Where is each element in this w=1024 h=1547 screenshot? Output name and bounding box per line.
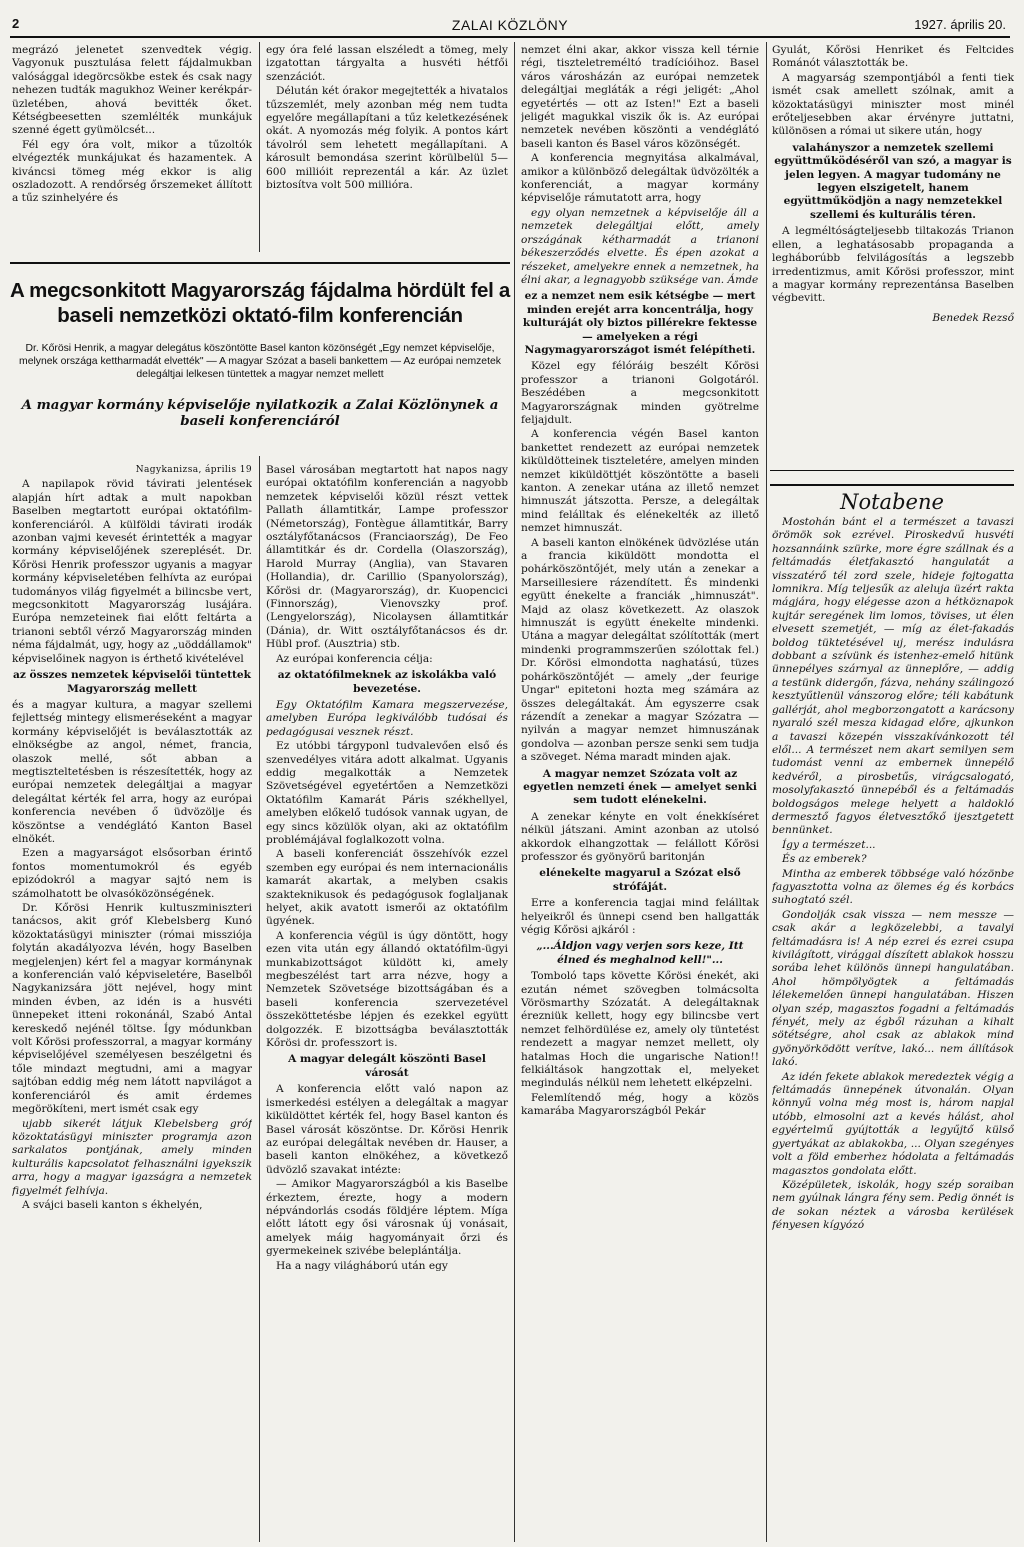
lead-paragraph: Dr. Kőrösi Henrik, a magyar delegátus köszöntötte Basel kanton közönségét „Egy nemzet képviselője, melynek országa kettharmadát elvették" — A magyar Szózat a baseli bankettem — Az európai nemzetek delegáltjai lelkesen tüntettek a magyar nemzet mellett (19, 343, 501, 380)
column-2-bottom (266, 464, 508, 1542)
article-paragraph: A konferencia megnyitása alkalmával, amikor a különböző delegáltak üdvözölték a konferenciát, a magyar kormány képviselője rámutatott arra, hogy (521, 152, 759, 205)
article-italic-paragraph: egy olyan nemzetnek a képviselője áll a nemzetek delegáltjai előtt, amely országának kétharmadát a trianoni békeszerződés elvette. És épen azokat a részeket, amelyekre ennek a nemzetnek, ha élni akar, a legnagyobb szüksége van. Ámde (521, 206, 759, 286)
article-italic-paragraph: Egy Oktatófilm Kamara megszervezése, amelyben Európa legkiválóbb tudósai és pedagógusai vesznek részt. (266, 698, 508, 738)
notabene-title: Notabene (770, 484, 1014, 514)
article-highlight: A magyar nemzet Szózata volt az egyetlen nemzeti ének — amelyet senki sem tudott elénekelni. (523, 767, 757, 807)
article-paragraph: Gyulát, Kőrösi Henriket és Feltcides Románót választották be. (772, 44, 1014, 70)
article-highlight: az oktatófilmeknek az iskolákba való bevezetése. (277, 669, 497, 695)
article-paragraph: A baseli kanton elnökének üdvözlése után a francia kiküldött mondotta el pohárköszöntőjét, mely után a zenekar a Marseillesiere rázendített. És mindenki együtt énekelte a franciák „himnuszát". Majd az olasz következett. Az olaszok himnuszát is együtt énekelte mindenki. Utána a magyar delegáltat szólították (mert mindenki programmszerűen szólottak fel.) Dr. Kőrösi elmondotta naghatású, tüzes pohárköszöntőjét — amely „der feurige Ungar" epitetoni hozta meg számára az összes delegáltakát. Ám egyszerre csak rázendít a zenekar a magyar Szózatra — nyilván a magyar nemzet himnuszának gondolva — azonban persze senki sem tudja a szöveget. Néma maradt minden ajak. (521, 536, 759, 764)
feuilleton-paragraph: Így a természet... (782, 838, 876, 851)
feuilleton-paragraph: Középületek, iskolák, hogy szép soraiban nem gyúlnak lángra fény sem. Pedig önnét is de sokan néztek a városba kerülések fényesen kígyózó (772, 1178, 1014, 1232)
column-rule (259, 456, 260, 1542)
article-paragraph: A magyarság szempontjából a fenti tiek ismét csak amellett szólnak, amit a közoktatásügyi miniszter most minél erőteljesebben akar érvényre juttatni, különösen a római ut sikere után, hogy (772, 71, 1014, 138)
article-highlight: az összes nemzetek képviselői tüntettek Magyarország mellett (12, 669, 251, 695)
article-paragraph: A legméltóságteljesebb tiltakozás Trianon ellen, a leghatásosabb propaganda a legháborúbb felvilágosítás a legszebb irredentizmus, amit Kőrösi professzor, mint a magyar kormány reprezentánsa Baselben végbevitt. (772, 225, 1014, 305)
feuilleton-paragraph: Mostohán bánt el a természet a tavaszi örömök sok ezrével. Piroskedvű husvéti hozsannáink szürke, more égre szállnak és a feltámadás életfakasztó hangulatát a visszatérő tél zord szele, hideje fojtogatta lomnikra. Míg teljesűk az aleluja üzért rakta mágjára, hogy elégesse azon a hétköznapok kujtár seregének lim lomos, tövises, ut élen elvesett szemetjét, — míg az élet-fakadás boldog tüktetésével uj, merész indulásra dobbant a szívünk és istenhez-emelő hitünk ünnepélyes szárnyal az ünneplőre, — addig a testünk didergőn, fázva, nehány szálingozó kesztyűtlenül vánszorog előre; téli kabátunk gallérját, ahol megborzongatott a karácsony nyaraló szél mesza kidagad előre, ajkunkon a tavaszi közepén visszakívánkozott tél elől... A természet nem akart semilyen sem tudomást venni az embernek ünnepélő kedvéről, a pirosbetűs, virágcsalogató, mosolyfakasztó ünnepéből és a feltámadás boldogságos melege helyett a haldokló dermesztő fagyos életvesztőkő ijesztgetett bennünket. (772, 516, 1014, 837)
article-paragraph: nemzet élni akar, akkor vissza kell térnie régi, tiszteletreméltó tradícióihoz. Basel város városházán az európai nemzetek delegáltjai megláták a régi jeligét: „Ahol egyetértés — ott az Isten!" Ezt a baseli jeligét magukkal viszik ők is. Az európai nemzetek nevében köszönti a vendéglátó baseli kanton és Basel város közönségét. (521, 44, 759, 150)
column-3 (521, 44, 759, 1542)
article-paragraph: Ha a nagy világháború után egy (276, 1259, 448, 1272)
article-paragraph: A zenekar kényte en volt énekkíséret nélkül játszani. Amint azonban az utolsó akkordok elhangzottak — felállott Kőrösi professzor és gyönyörű baritonján (521, 810, 759, 863)
article-paragraph: A konferencia végén Basel kanton bankettet rendezett az európai nemzetek kiküldötteinek tiszteletére, amelyen minden nemzet kiküldöttjét köszöntötte a baseli kanton. A zenekar utána az illető nemzet himnuszát játszotta. Persze, a delegáltak mind felálltak és elénekelték az illető nemzet himnuszát. (521, 428, 759, 535)
page-header (10, 14, 1010, 38)
article-paragraph: egy óra felé lassan elszéledt a tömeg, mely izgatottan tárgyalta a husvéti hétfői szenzációt. (266, 44, 508, 83)
article-paragraph: megrázó jelenetet szenvedtek végig. Vagyonuk pusztulása felett fájdalmukban valósággal idegörcsökbe estek és csak nagy nehezen tudták magukhoz Weiner kerékpár-üzletében, ahová bevitték őket. Kétségbeesetten szemlélték munkájuk szenné égett gyümölcsét... (12, 44, 252, 137)
article-paragraph: Közel egy félóráig beszélt Kőrösi professzor a trianoni Golgotáról. Beszédében a megcsonkitott Magyarországnak minden gyötrelme feljajdult. (521, 360, 759, 426)
issue-date: 1927. április 20. (914, 17, 1006, 32)
article-paragraph: Erre a konferencia tagjai mind felálltak helyeikről és ünnepi csend ben hallgatták végig Kőrösi ajkáról : (521, 897, 759, 936)
article-paragraph: A baseli konferenciát összehívók ezzel szemben egy európai és nem internacionális kamarát akartak, a melyben csakis szakteknikusok és pedagógusok foglaljanak helyet, akik avatott ismerői az oktatófilm ügyének. (266, 848, 508, 928)
main-headline: A megcsonkitott Magyarország fájdalma hördült fel a baseli nemzetközi oktató-film konferencián (10, 279, 510, 327)
article-paragraph: Basel városában megtartott hat napos nagy európai oktatófilm konferencián a nagyobb nemzetek képviselői közül részt vettek Pallath államtitkár, Lampe professzor (Németország), Fontègue államtitkár, Barry osztályfőtanácsos (Franciaország), De Feo államtitkár és dr. Cordella (Olaszország), Harold Murray (Anglia), van Stavaren (Hollandia), dr. Carillio (Spanyolország), Kőrösi dr. (Magyarország), dr. Kuopencici (Finnország), Vienovszky prof. (Lengyelország), Nicolaysen államtitkár (Dánia), dr. Witt osztályfőtanácsos és dr. Hübl prof. (Ausztria) stb. (266, 464, 508, 651)
column-4-top (772, 44, 1014, 466)
article-highlight: elénekelte magyarul a Szózat első strófáját. (539, 867, 741, 893)
column-2-top (266, 44, 508, 254)
section-subheading: A magyar delegált köszönti Basel városát (288, 1053, 486, 1079)
column-rule (514, 42, 515, 1542)
column-4-notabene (772, 516, 1014, 1542)
subheadline: A magyar kormány képviselője nyilatkozik a Zalai Közlönynek a baseli konferenciáról (21, 397, 499, 429)
column-1-top (12, 44, 252, 254)
article-highlight: valahányszor a nemzetek szellemi együttműködéséről van szó, a magyar is jelen legyen. A magyar tudomány ne legyen elszigetelt, hanem együttműködjön a nagy nemzetekkel szellemi és kulturális téren. (774, 141, 1012, 221)
article-paragraph: Fél egy óra volt, mikor a tűzoltók elvégezték munkájukat és hazamentek. A kiváncsi tömeg még ekkor is alig oszladozott. A rendőrség őrszemeket állított a tűz szinhelyére és (12, 138, 252, 205)
article-paragraph: Ez utóbbi tárgyponl tudvalevően első és szenvedélyes vitára adott alkalmat. Ugyanis eddig megalkották a Nemzetek Szövetségével egyetértően a Nemzetközi Oktatófilm Kamarát Páris székhellyel, amelyben előkelő tudósok vannak ugyan, de egy sincs közülök olyan, aki az oktatófilm problémájával foglalkozott volna. (266, 740, 508, 846)
author-signature: Benedek Rezső (932, 311, 1014, 324)
page-number: 2 (12, 16, 20, 31)
article-paragraph: és a magyar kultura, a magyar szellemi fejlettség mintegy elismeréseként a magyar kormány képviselőjét is beválasztották az elnökségbe az angol, német, francia, olaszok mellé, sőt abban a megtiszteltetésben is részesítették, hogy az európai nemzetek delegáltjai a magyar delegáltat kérték fel arra, hogy az európai konferencia nevében ő üdvözölje és köszöntse a vendéglátó Kanton Basel elnökét. (12, 698, 252, 845)
headline-rule (10, 262, 510, 264)
article-highlight: ez a nemzet nem esik kétségbe — mert minden erejét arra koncentrálja, hogy kulturáját oly biztos pillérekre fektesse — amelyeken a régi Nagymagyarországot ismét felépítheti. (522, 290, 758, 356)
article-paragraph: Ezen a magyarságot elsősorban érintő fontos momentumokról és egyéb epizódokról a magyar sajtó nem is számolhatott be olvasóközönségének. (12, 847, 252, 900)
column-1-bottom (12, 464, 252, 1542)
feuilleton-paragraph: Gondolják csak vissza — nem messze — csak akár a legközelebbi, a tavalyi feltámadásra is! A nép ezrei és ezrei csupa kivilágított, virággal díszített ablakok hosszu sorába lehet különös ünnepi hangulatában. Ahol hömpölyögtek a feltámadás lélekemelően ünnepi hangulatában. Hiszen olyan szép, magasztos fogadni a feltámadás fényét, mely az égből rázuhan a kihalt sötétségre, ahol csak az ablakok mind gyönyörködött verítve, lakó... nem állítások lakó. (772, 908, 1014, 1069)
paper-name: ZALAI KÖZLÖNY (451, 17, 569, 33)
column-rule (259, 42, 260, 252)
feuilleton-paragraph: Mintha az emberek többsége való hózönbe fagyasztotta volna az ölemes ég és korbács suhogtató szél. (772, 867, 1014, 907)
article-paragraph: Dr. Kőrösi Henrik kultuszminiszteri tanácsos, akit gróf Klebelsberg Kunó közoktatásügyi miniszter (római missziója folytán akadályozva lévén, hogy Baselben megjelenjen) kért fel a magyar kormánynak a konferencián való képviseletére, Baselből Nagykanizsára jött nejével, hogy mint minden évben, az idén is a husvéti ünnepeket itteni rokonánál, Szabó Antal kereskedő nejénél töltse. Így módunkban volt Kőrösi professzorral, a magyar kormány képviselőjével személyesen beszélgetni és tőle mindazt megtudni, ami a magyar sajtóban eddig még nem látott napvilágot a konferenciáról és amit érdemes megörökíteni, mert ismét csak egy (12, 902, 252, 1116)
article-paragraph: Délután két órakor megejtették a hivatalos tűzszemlét, mely azonban még nem tudta egyelőre megállapítani a tűz keletkezésének okát. A nyomozás még folyik. A pontos kárt távolról sem lehetett megállapítani. A károsult bemondása szerint körülbelül 5—600 millióit reprezentál a kár. Az üzlet biztosítva volt 500 millióra. (266, 85, 508, 192)
article-paragraph: A napilapok rövid távirati jelentések alapján hírt adtak a mult napokban Baselben megtartott európai oktatófilm-konferenciáról. A külföldi távirati irodák azonban vajmi kevesét érintették a magyar kormány képviselőjének szereplését. Dr. Kőrösi Henrik professzor ugyanis a magyar kormány képviseletében felhívta az európai tudományos világ figyelmét a bilincsbe vert, megcsonkitott Magyarország lusájára. Európa nemzeteinek fiai előtt feltárta a trianoni sebtől vérző Magyarország minden néma fájdalmát, ugy, hogy az „uöddállamok" képviselőinek nagyon is érthető kivételével (12, 478, 252, 665)
article-paragraph: Az európai konferencia célja: (276, 652, 433, 665)
feuilleton-paragraph: Az idén fekete ablakok meredeztek végig a feltámadás ünnepének útvonalán. Olyan könnyű volna még most is, három napjal utóbb, elmosolni azt a kevés hálást, ahol egyértelmű gyújtották a legyűjtő külső gyertyákat az ablakokba, ... Olyan szegényes volt a föld emberhez hódolata a feltámadás magasztos gondolata előtt. (772, 1070, 1014, 1177)
article-italic-paragraph: ujabb sikerét látjuk Klebelsberg gróf közoktatásügyi miniszter programja azon sarkalatos pontjának, amely minden kulturális kapcsolatot felhasználni igyekszik arra, hogy a magyar igazságra a nemzetek figyelmét felhívja. (12, 1117, 252, 1197)
feuilleton-paragraph: És az emberek? (782, 853, 867, 866)
headline-block (10, 278, 510, 429)
article-paragraph: A konferencia előtt való napon az ismerkedési estélyen a delegáltak a magyar kiküldöttet kérték fel, hogy Basel kanton és Basel városát köszöntse. Dr. Kőrösi Henrik az európai delegáltak nevében dr. Hauser, a baseli kanton elnökéhez, a következő üdvözlő szavakat intézte: (266, 1083, 508, 1176)
article-paragraph: A konferencia végül is úgy döntött, hogy ezen vita után egy állandó oktatófilm-ügyi munkabizottságot küldött ki, amely megbeszélést tart arra nézve, hogy a Nemzetek Szövetsége bizottságában és a baseli konferencia szervezetével összeköttetésbe lépjen és ezekkel együtt dolgozzék. E bizottságba beválasztották Kőrösi dr. professzort is. (266, 929, 508, 1050)
section-rule (770, 470, 1014, 471)
article-paragraph: Felemlítendő még, hogy a közös kamarába Magyarországból Pekár (521, 1091, 759, 1118)
article-paragraph: A svájci baseli kanton s ékhelyén, (22, 1198, 203, 1211)
article-paragraph: — Amikor Magyarországból a kis Baselbe érkeztem, érezte, hogy a modern népvándorlás csodás földjére léptem. Míga előtt látott egy ősi városnak új vonásait, amelyek máig hagyományait őrzi és gyermekeinek szivébe beleplántálja. (266, 1178, 508, 1258)
quoted-verse: „...Áldjon vagy verjen sors keze, Itt élned és meghalnod kell!"... (536, 940, 744, 966)
dateline: Nagykanizsa, április 19 (135, 465, 252, 475)
column-rule (766, 42, 767, 1542)
article-paragraph: Tomboló taps követte Kőrösi énekét, aki ezután német szövegben tolmácsolta Vörösmarthy Szózatát. A delegáltaknak érezniük kellett, hogy egy bilincsbe vert nemzet felhördülése ez, amely oly tüntetést rendezett a magyar nemzet mellett, oly hatalmas Hoch die ungarische Nation!! felkiáltások hangzottak el, melyeket megindulás nélkül nem lehetett elképzelni. (521, 970, 759, 1090)
